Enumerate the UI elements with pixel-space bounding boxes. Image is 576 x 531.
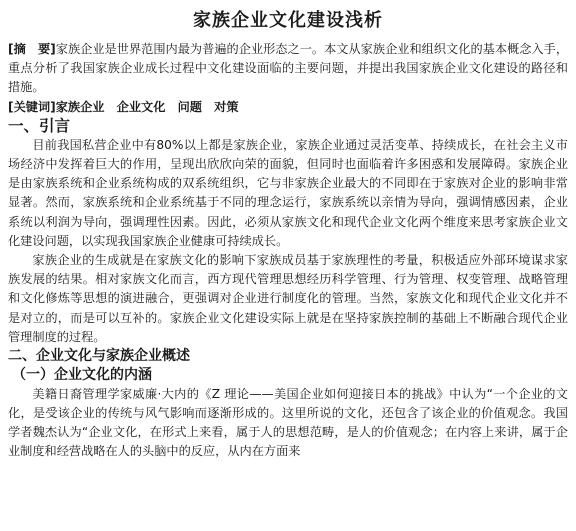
document-title: 家族企业文化建设浅析 [193,10,383,31]
culture-meaning-paragraph: 美籍日裔管理学家威廉·大内的《Z 理论——美国企业如何迎接日本的挑战》中认为“一个企业的文化，是受该企业的传统与风气影响而逐渐形成的。这里所说的文化，还包含了该企业的价值观念。我国学者魏杰认为“企业文化，在形式上来看，属于人的思想范畴，是人的价值观念；在内容上来讲，属于企业制度和经营战略在人的头脑中的反应，从内在方面来 [8,386,568,459]
keywords-tag: [关键词] [8,99,56,114]
subsection-heading-culture-meaning: （一）企业文化的内涵 [12,366,152,383]
introduction-paragraph-2: 家族企业的生成就是在家族文化的影响下家族成员基于家族理性的考量，积极适应外部环境谋求家族发展的结果。相对家族文化而言，西方现代管理思想经历科学管理、行为管理、权变管理、战略管理和文化修炼等思想的演进融合，更强调对企业进行制度化的管理。当然，家族文化和现代企业文化并不是对立的，而是可以互补的。家族企业文化建设实际上就是在坚持家族控制的基础上不断融合现代企业管理制度的过程。 [8,253,568,344]
abstract-text: 家族企业是世界范围内最为普遍的企业形态之一。本文从家族企业和组织文化的基本概念入手，重点分析了我国家族企业成长过程中文化建设面临的主要问题，并提出我国家族企业文化建设的路径和措施。 [8,42,569,95]
keywords [8,98,568,117]
section-heading-introduction: 一、引言 [8,116,71,135]
keywords-text: 家族企业 企业文化 问题 对策 [55,99,239,114]
abstract [8,40,568,98]
introduction-paragraph-1: 目前我国私营企业中有80%以上都是家族企业，家族企业通过灵活变革、持续成长，在社会主义市场经济中发挥着巨大的作用，呈现出欣欣向荣的面貌，但同时也面临着许多困惑和发展障碍。家族企业是由家族系统和企业系统构成的双系统组织，它与非家族企业最大的不同即在于家族对企业的影响非常显著。然而，家族系统和企业系统基于不同的理念运行，家族系统以亲情为导向，强调情感因素，企业系统以利润为导向，强调理性因素。因此，必须从家族文化和现代企业文化两个维度来思考家族企业文化建设问题，以实现我国家族企业健康可持续成长。 [8,137,568,248]
section-heading-overview: 二、企业文化与家族企业概述 [8,348,190,365]
abstract-tag: [摘 要] [8,42,56,56]
